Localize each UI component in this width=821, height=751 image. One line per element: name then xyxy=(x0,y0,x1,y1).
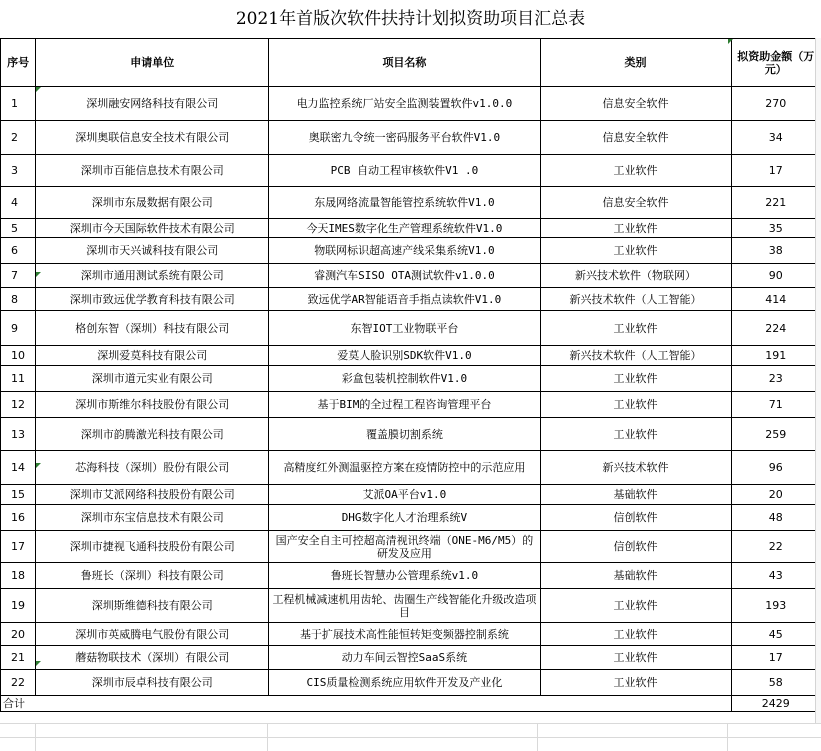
cell-no[interactable]: 20 xyxy=(1,623,36,646)
cell-category[interactable]: 信创软件 xyxy=(540,531,731,563)
cell-applicant[interactable]: 深圳市艾派网络科技股份有限公司 xyxy=(36,485,269,505)
cell-no[interactable]: 18 xyxy=(1,563,36,589)
cell-applicant[interactable]: 鲁班长（深圳）科技有限公司 xyxy=(36,563,269,589)
cell-category[interactable]: 信息安全软件 xyxy=(540,121,731,155)
cell-project[interactable]: 睿测汽车SISO OTA测试软件v1.0.0 xyxy=(269,264,540,288)
table-row xyxy=(1,451,821,485)
cell-category[interactable]: 工业软件 xyxy=(540,238,731,264)
header-no[interactable]: 序号 xyxy=(1,39,36,87)
cell-amount[interactable]: 38 xyxy=(731,238,820,264)
cell-applicant[interactable]: 深圳市今天国际软件技术有限公司 xyxy=(36,219,269,238)
cell-applicant[interactable]: 深圳市通用测试系统有限公司 xyxy=(36,264,269,288)
cell-project[interactable]: 高精度红外测温驱控方案在疫情防控中的示范应用 xyxy=(269,451,540,485)
cell-project[interactable]: 电力监控系统厂站安全监测装置软件v1.0.0 xyxy=(269,87,540,121)
cell-project[interactable]: 东智IOT工业物联平台 xyxy=(269,311,540,346)
cell-amount[interactable]: 22 xyxy=(731,531,820,563)
cell-category[interactable]: 新兴技术软件（人工智能） xyxy=(540,288,731,311)
cell-no[interactable]: 14 xyxy=(1,451,36,485)
cell-amount[interactable]: 17 xyxy=(731,155,820,187)
cell-category[interactable]: 工业软件 xyxy=(540,646,731,670)
sheet-right-edge xyxy=(815,38,821,723)
cell-applicant[interactable]: 深圳市斯维尔科技股份有限公司 xyxy=(36,392,269,418)
cell-applicant[interactable]: 蘑菇物联技术（深圳）有限公司 xyxy=(36,646,269,670)
cell-amount[interactable]: 90 xyxy=(731,264,820,288)
cell-amount[interactable]: 45 xyxy=(731,623,820,646)
header-amount[interactable]: 拟资助金额（万元） xyxy=(731,39,820,87)
cell-amount[interactable]: 71 xyxy=(731,392,820,418)
cell-amount[interactable]: 48 xyxy=(731,505,820,531)
cell-project[interactable]: 东晟网络流量智能管控系统软件V1.0 xyxy=(269,187,540,219)
cell-applicant[interactable]: 深圳市致远优学教育科技有限公司 xyxy=(36,288,269,311)
table-row xyxy=(1,238,821,264)
cell-applicant[interactable]: 深圳市东宝信息技术有限公司 xyxy=(36,505,269,531)
header-applicant[interactable]: 申请单位 xyxy=(36,39,269,87)
cell-project[interactable]: 基于BIM的全过程工程咨询管理平台 xyxy=(269,392,540,418)
table-row xyxy=(1,418,821,451)
cell-no[interactable]: 6 xyxy=(1,238,36,264)
cell-applicant[interactable]: 深圳奥联信息安全技术有限公司 xyxy=(36,121,269,155)
cell-applicant[interactable]: 深圳市百能信息技术有限公司 xyxy=(36,155,269,187)
cell-applicant[interactable]: 芯海科技（深圳）股份有限公司 xyxy=(36,451,269,485)
cell-category[interactable]: 工业软件 xyxy=(540,623,731,646)
total-label[interactable]: 合计 xyxy=(1,696,732,712)
header-row xyxy=(1,39,821,87)
cell-no[interactable]: 15 xyxy=(1,485,36,505)
cell-amount[interactable]: 34 xyxy=(731,121,820,155)
cell-amount[interactable]: 23 xyxy=(731,366,820,392)
cell-category[interactable]: 工业软件 xyxy=(540,366,731,392)
cell-project[interactable]: 覆盖膜切割系统 xyxy=(269,418,540,451)
table-row xyxy=(1,219,821,238)
cell-category[interactable]: 新兴技术软件（人工智能） xyxy=(540,346,731,366)
table-row xyxy=(1,505,821,531)
table-row xyxy=(1,670,821,696)
cell-no[interactable]: 17 xyxy=(1,531,36,563)
table-row xyxy=(1,187,821,219)
cell-project[interactable]: 基于扩展技术高性能恒转矩变频器控制系统 xyxy=(269,623,540,646)
cell-category[interactable]: 信息安全软件 xyxy=(540,87,731,121)
cell-no[interactable]: 7 xyxy=(1,264,36,288)
cell-no[interactable]: 8 xyxy=(1,288,36,311)
cell-category[interactable]: 工业软件 xyxy=(540,311,731,346)
funding-table xyxy=(0,38,821,712)
cell-no[interactable]: 21 xyxy=(1,646,36,670)
cell-note-marker xyxy=(728,39,733,44)
table-row xyxy=(1,485,821,505)
cell-note-marker xyxy=(36,87,41,92)
cell-project[interactable]: PCB 自动工程审核软件V1 .0 xyxy=(269,155,540,187)
cell-category[interactable]: 基础软件 xyxy=(540,563,731,589)
cell-no[interactable]: 11 xyxy=(1,366,36,392)
table-row xyxy=(1,623,821,646)
cell-no[interactable]: 10 xyxy=(1,346,36,366)
cell-no[interactable]: 5 xyxy=(1,219,36,238)
cell-no[interactable]: 2 xyxy=(1,121,36,155)
cell-amount[interactable]: 58 xyxy=(731,670,820,696)
cell-amount[interactable]: 35 xyxy=(731,219,820,238)
cell-project[interactable]: 国产安全自主可控超高清视讯终端（ONE-M6/M5）的研发及应用 xyxy=(269,531,540,563)
cell-amount[interactable]: 191 xyxy=(731,346,820,366)
cell-applicant[interactable]: 深圳斯维德科技有限公司 xyxy=(36,589,269,623)
sheet-title: 2021年首版次软件扶持计划拟资助项目汇总表 xyxy=(0,0,821,39)
cell-applicant[interactable]: 格创东智（深圳）科技有限公司 xyxy=(36,311,269,346)
table-row xyxy=(1,563,821,589)
cell-applicant[interactable]: 深圳市辰卓科技有限公司 xyxy=(36,670,269,696)
cell-category[interactable]: 新兴技术软件（物联网） xyxy=(540,264,731,288)
cell-amount[interactable]: 17 xyxy=(731,646,820,670)
table-row xyxy=(1,288,821,311)
cell-project[interactable]: 工程机械减速机用齿轮、齿圈生产线智能化升级改造项目 xyxy=(269,589,540,623)
table-row xyxy=(1,589,821,623)
cell-category[interactable]: 工业软件 xyxy=(540,392,731,418)
cell-no[interactable]: 9 xyxy=(1,311,36,346)
cell-project[interactable]: 鲁班长智慧办公管理系统v1.0 xyxy=(269,563,540,589)
cell-project[interactable]: 今天IMES数字化生产管理系统软件V1.0 xyxy=(269,219,540,238)
cell-category[interactable]: 工业软件 xyxy=(540,219,731,238)
table-row xyxy=(1,311,821,346)
cell-category[interactable]: 信息安全软件 xyxy=(540,187,731,219)
cell-amount[interactable]: 270 xyxy=(731,87,820,121)
table-row xyxy=(1,531,821,563)
cell-amount[interactable]: 20 xyxy=(731,485,820,505)
cell-project[interactable]: 致远优学AR智能语音手指点读软件V1.0 xyxy=(269,288,540,311)
cell-amount[interactable]: 43 xyxy=(731,563,820,589)
cell-amount[interactable]: 221 xyxy=(731,187,820,219)
cell-applicant[interactable]: 深圳市东晟数据有限公司 xyxy=(36,187,269,219)
cell-project[interactable]: 彩盒包装机控制软件V1.0 xyxy=(269,366,540,392)
cell-no[interactable]: 19 xyxy=(1,589,36,623)
cell-applicant[interactable]: 深圳市英威腾电气股份有限公司 xyxy=(36,623,269,646)
cell-note-marker xyxy=(36,463,41,468)
table-row xyxy=(1,87,821,121)
cell-project[interactable]: 奥联密九令统一密码服务平台软件V1.0 xyxy=(269,121,540,155)
cell-applicant[interactable]: 深圳爱莫科技有限公司 xyxy=(36,346,269,366)
header-category[interactable]: 类别 xyxy=(540,39,731,87)
cell-note-marker xyxy=(36,661,41,666)
cell-amount[interactable]: 224 xyxy=(731,311,820,346)
cell-project[interactable]: 物联网标识超高速产线采集系统V1.0 xyxy=(269,238,540,264)
cell-no[interactable]: 12 xyxy=(1,392,36,418)
cell-amount[interactable]: 96 xyxy=(731,451,820,485)
cell-category[interactable]: 信创软件 xyxy=(540,505,731,531)
table-row xyxy=(1,392,821,418)
cell-amount[interactable]: 193 xyxy=(731,589,820,623)
cell-category[interactable]: 新兴技术软件 xyxy=(540,451,731,485)
cell-category[interactable]: 工业软件 xyxy=(540,670,731,696)
table-row xyxy=(1,264,821,288)
cell-no[interactable]: 13 xyxy=(1,418,36,451)
cell-category[interactable]: 工业软件 xyxy=(540,155,731,187)
total-row xyxy=(1,696,821,712)
table-row xyxy=(1,346,821,366)
cell-category[interactable]: 工业软件 xyxy=(540,418,731,451)
table-row xyxy=(1,155,821,187)
cell-note-marker xyxy=(36,272,41,277)
cell-project[interactable]: 动力车间云智控SaaS系统 xyxy=(269,646,540,670)
cell-applicant[interactable]: 深圳市道元实业有限公司 xyxy=(36,366,269,392)
cell-no[interactable]: 16 xyxy=(1,505,36,531)
cell-applicant[interactable]: 深圳融安网络科技有限公司 xyxy=(36,87,269,121)
cell-category[interactable]: 工业软件 xyxy=(540,589,731,623)
cell-applicant[interactable]: 深圳市天兴诚科技有限公司 xyxy=(36,238,269,264)
cell-no[interactable]: 4 xyxy=(1,187,36,219)
cell-project[interactable]: 爱莫人脸识别SDK软件V1.0 xyxy=(269,346,540,366)
empty-grid-area xyxy=(0,723,821,751)
cell-project[interactable]: DHG数字化人才治理系统V xyxy=(269,505,540,531)
cell-applicant[interactable]: 深圳市韵腾激光科技有限公司 xyxy=(36,418,269,451)
cell-no[interactable]: 1 xyxy=(1,87,36,121)
total-amount[interactable]: 2429 xyxy=(731,696,820,712)
header-project[interactable]: 项目名称 xyxy=(269,39,540,87)
table-row xyxy=(1,121,821,155)
cell-no[interactable]: 22 xyxy=(1,670,36,696)
cell-amount[interactable]: 259 xyxy=(731,418,820,451)
cell-no[interactable]: 3 xyxy=(1,155,36,187)
cell-project[interactable]: 艾派OA平台v1.0 xyxy=(269,485,540,505)
cell-project[interactable]: CIS质量检测系统应用软件开发及产业化 xyxy=(269,670,540,696)
cell-applicant[interactable]: 深圳市捷视飞通科技股份有限公司 xyxy=(36,531,269,563)
table-row xyxy=(1,366,821,392)
cell-category[interactable]: 基础软件 xyxy=(540,485,731,505)
cell-amount[interactable]: 414 xyxy=(731,288,820,311)
table-row xyxy=(1,646,821,670)
